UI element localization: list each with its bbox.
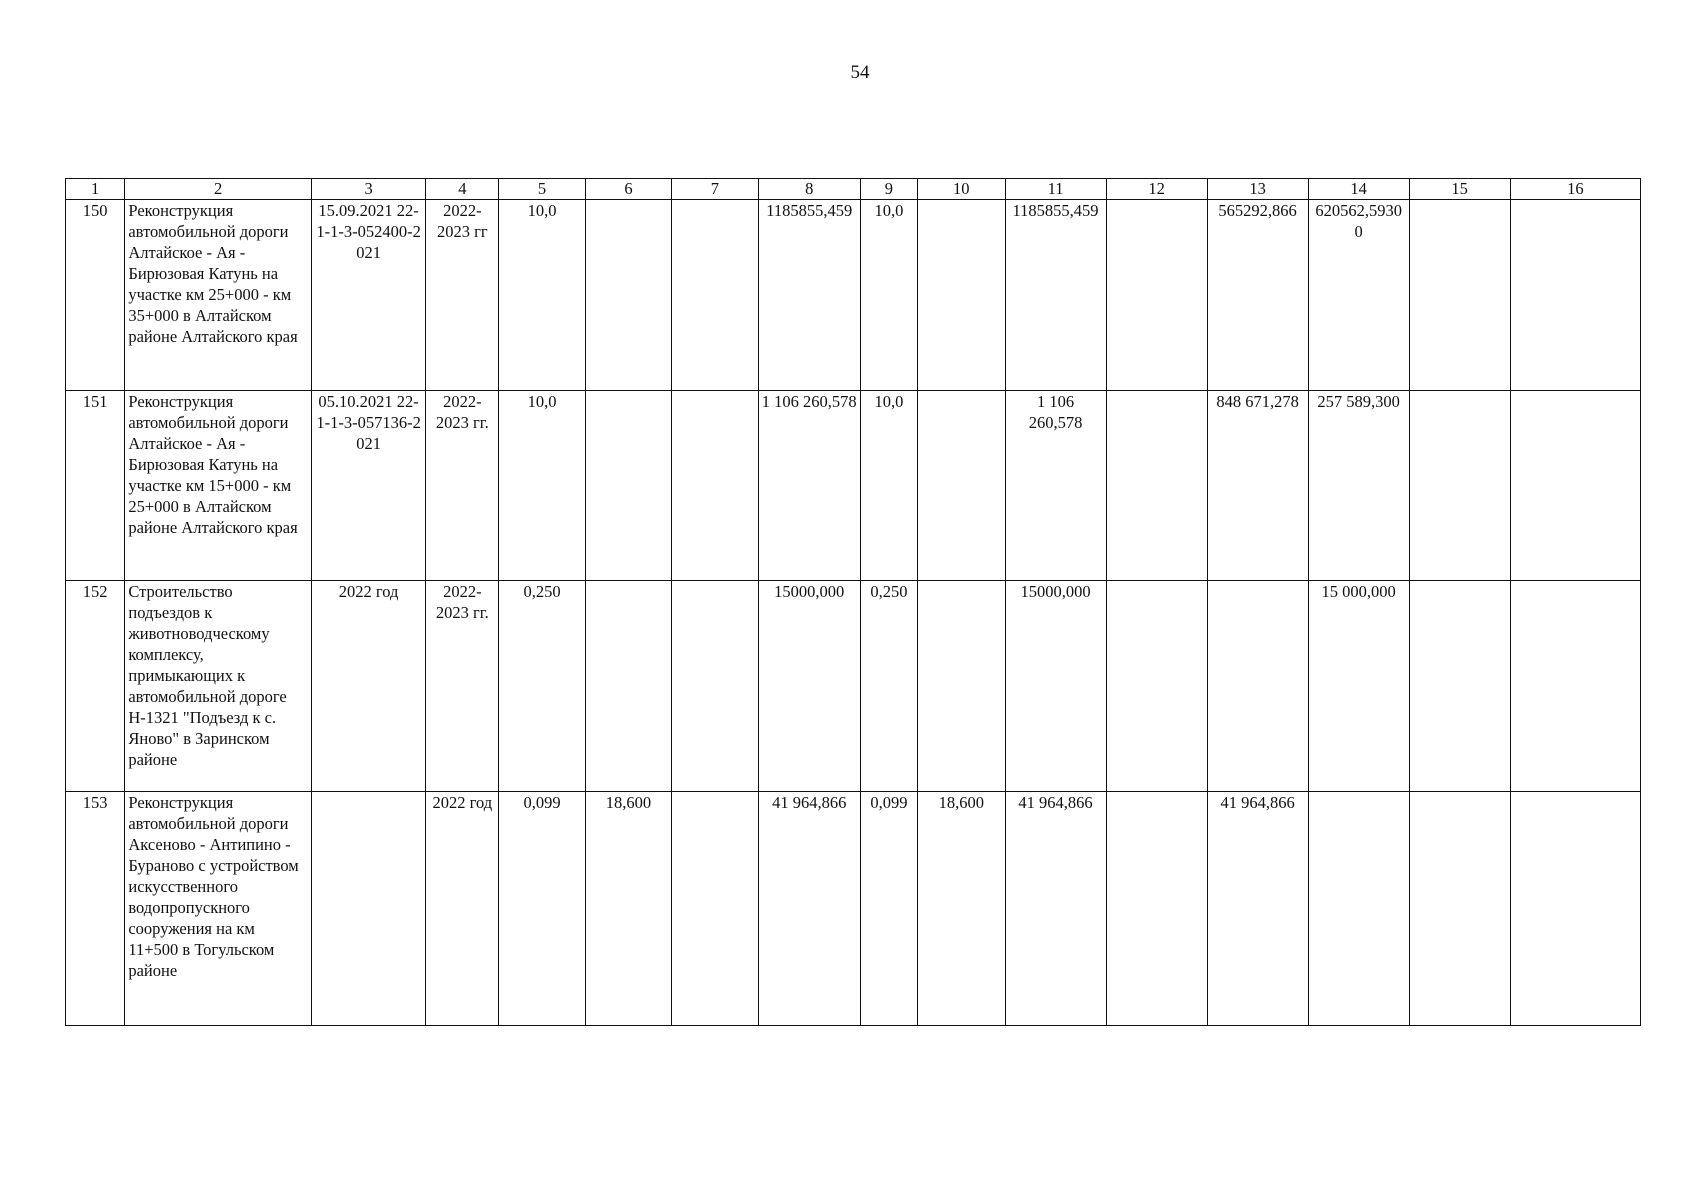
value-cell: 257 589,300 (1308, 391, 1409, 581)
value-cell: 0,099 (860, 792, 917, 1026)
value-cell (918, 200, 1006, 391)
column-header: 15 (1409, 179, 1510, 200)
value-cell: 0,250 (499, 581, 585, 792)
object-name-cell: Реконструкция автомобильной дороги Алтайское - Ая - Бирюзовая Катунь на участке км 15+000 - км 25+000 в Алтайском районе Алтайского края (125, 391, 311, 581)
expertise-cell: 15.09.2021 22-1-1-3-052400-2021 (311, 200, 426, 391)
column-header: 10 (918, 179, 1006, 200)
value-cell (1106, 200, 1207, 391)
value-cell (1207, 581, 1308, 792)
value-cell: 15000,000 (758, 581, 860, 792)
column-header: 14 (1308, 179, 1409, 200)
column-header: 8 (758, 179, 860, 200)
value-cell: 0,250 (860, 581, 917, 792)
value-cell (672, 792, 758, 1026)
value-cell: 18,600 (918, 792, 1006, 1026)
column-header: 1 (66, 179, 125, 200)
value-cell (918, 391, 1006, 581)
expertise-cell: 05.10.2021 22-1-1-3-057136-2021 (311, 391, 426, 581)
table-row (66, 200, 1641, 391)
expertise-cell: 2022 год (311, 581, 426, 792)
value-cell (1106, 581, 1207, 792)
column-header: 6 (585, 179, 671, 200)
column-header: 3 (311, 179, 426, 200)
value-cell: 41 964,866 (1005, 792, 1106, 1026)
period-cell: 2022-2023 гг. (426, 391, 499, 581)
value-cell (1409, 200, 1510, 391)
value-cell (585, 391, 671, 581)
value-cell (1409, 391, 1510, 581)
period-cell: 2022-2023 гг (426, 200, 499, 391)
value-cell: 10,0 (499, 391, 585, 581)
row-number-cell: 150 (66, 200, 125, 391)
value-cell (1106, 391, 1207, 581)
value-cell: 18,600 (585, 792, 671, 1026)
column-header: 12 (1106, 179, 1207, 200)
value-cell: 15000,000 (1005, 581, 1106, 792)
column-header: 4 (426, 179, 499, 200)
value-cell (585, 581, 671, 792)
value-cell (672, 200, 758, 391)
value-cell: 41 964,866 (758, 792, 860, 1026)
table-row (66, 581, 1641, 792)
value-cell (1510, 581, 1640, 792)
period-cell: 2022 год (426, 792, 499, 1026)
value-cell: 1 106 260,578 (758, 391, 860, 581)
value-cell: 1 106 260,578 (1005, 391, 1106, 581)
expertise-cell (311, 792, 426, 1026)
value-cell: 0,099 (499, 792, 585, 1026)
table-row (66, 792, 1641, 1026)
object-name-cell: Строительство подъездов к животноводческому комплексу, примыкающих к автомобильной дороге Н-1321 "Подъезд к с. Яново" в Заринском районе (125, 581, 311, 792)
row-number-cell: 151 (66, 391, 125, 581)
value-cell: 1185855,459 (1005, 200, 1106, 391)
column-header: 16 (1510, 179, 1640, 200)
value-cell: 10,0 (499, 200, 585, 391)
page-number: 54 (850, 62, 870, 83)
value-cell (1510, 792, 1640, 1026)
object-name-cell: Реконструкция автомобильной дороги Аксеново - Антипино - Бураново с устройством искусственного водопропускного сооружения на км 11+500 в Тогульском районе (125, 792, 311, 1026)
value-cell: 848 671,278 (1207, 391, 1308, 581)
value-cell (585, 200, 671, 391)
value-cell (672, 391, 758, 581)
value-cell: 620562,59300 (1308, 200, 1409, 391)
value-cell (1308, 792, 1409, 1026)
value-cell (1409, 581, 1510, 792)
column-header: 13 (1207, 179, 1308, 200)
value-cell (1510, 391, 1640, 581)
column-header: 9 (860, 179, 917, 200)
row-number-cell: 153 (66, 792, 125, 1026)
column-header: 11 (1005, 179, 1106, 200)
value-cell (1106, 792, 1207, 1026)
value-cell: 10,0 (860, 391, 917, 581)
column-number-header-row (66, 179, 1641, 200)
value-cell: 15 000,000 (1308, 581, 1409, 792)
value-cell: 565292,866 (1207, 200, 1308, 391)
value-cell (1409, 792, 1510, 1026)
table-row (66, 391, 1641, 581)
value-cell (918, 581, 1006, 792)
value-cell: 41 964,866 (1207, 792, 1308, 1026)
value-cell: 1185855,459 (758, 200, 860, 391)
value-cell (1510, 200, 1640, 391)
column-header: 5 (499, 179, 585, 200)
value-cell (672, 581, 758, 792)
value-cell: 10,0 (860, 200, 917, 391)
object-name-cell: Реконструкция автомобильной дороги Алтайское - Ая - Бирюзовая Катунь на участке км 25+000 - км 35+000 в Алтайском районе Алтайского края (125, 200, 311, 391)
period-cell: 2022-2023 гг. (426, 581, 499, 792)
column-header: 7 (672, 179, 758, 200)
data-table (65, 178, 1641, 1026)
column-header: 2 (125, 179, 311, 200)
row-number-cell: 152 (66, 581, 125, 792)
